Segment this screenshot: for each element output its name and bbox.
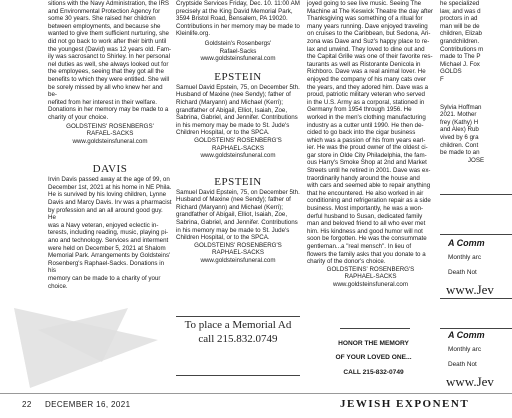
text-line: conditioning and refrigeration repair as a side xyxy=(307,197,431,205)
text-line: in his memory may be made to St. Jude's xyxy=(176,226,290,234)
text-line: and Alex) Rub xyxy=(440,126,479,134)
page-footer xyxy=(0,398,512,418)
text-line: some 30 years. She raised her children xyxy=(48,15,156,23)
text-line: charity of the donor's choice. xyxy=(307,258,386,266)
text-line: with cars and seemed able to repair anything xyxy=(307,182,431,190)
text-line: 3594 Bristol Road, Bensalem, PA 19020. xyxy=(176,15,288,23)
obituary-continuation-text xyxy=(48,0,172,122)
obituary-body-epstein-1 xyxy=(176,84,300,137)
text-line: Donations in her memory may be made to a xyxy=(48,106,169,114)
funeral-home-signature xyxy=(48,123,172,146)
text-line: Streets until he retired in 2001. Dave was ex- xyxy=(307,167,431,175)
text-line: www.goldsteinsfuneral.com xyxy=(200,55,276,63)
text-line: sitions with the Navy Administration, the IRS xyxy=(48,0,170,7)
text-line: zona was Dave and Suz's happy place to re- xyxy=(307,37,430,45)
memorial-ad-phone: call 215.832.0749 xyxy=(198,333,278,345)
text-line: www.goldsteinsfuneral.com xyxy=(200,152,276,160)
text-line: Goldstein's Rosenbergs' xyxy=(204,39,272,47)
text-line: grandfather of Abigail, Elliot, Isaiah, Zoe, xyxy=(176,106,288,114)
text-line: Richard (Maryann) and Michael (Kerri); xyxy=(176,203,283,211)
text-line: CALL 215-832-0749 xyxy=(343,368,404,376)
text-line: HONOR THE MEMORY xyxy=(338,339,409,347)
text-line: RAFAEL-SACKS xyxy=(86,130,134,138)
text-line: ous Harry's Smoke Shop at 2nd and Market xyxy=(307,159,427,167)
obituary-name-epstein-2: EPSTEIN xyxy=(214,175,262,188)
text-line: RAPHAEL-SACKS xyxy=(344,273,397,281)
issue-date: DECEMBER 16, 2021 xyxy=(44,400,131,409)
text-line: law, and was d xyxy=(440,7,481,15)
text-line: Sabrina, Gabriel, and Jennifer. Contributions xyxy=(176,219,298,227)
text-line: GOLDSTEINS' ROSENBERGS' xyxy=(66,122,154,130)
text-line: joyed going to see live music. Seeing The xyxy=(307,0,422,7)
text-line: Sabrina, Gabriel, and Jennifer. Contributions xyxy=(176,114,298,122)
funeral-home-signature xyxy=(176,242,300,265)
text-line: terests, including reading, music, playing pi- xyxy=(48,229,169,237)
ad-divider xyxy=(440,298,512,299)
text-line: Machine at The Keswick Theatre the day after xyxy=(307,7,433,15)
text-line: gar store in Olde City Philadelphia, the fam- xyxy=(307,151,427,159)
ad-body xyxy=(448,346,512,368)
memorial-ad-callout xyxy=(176,318,300,346)
funeral-home-signature: JOSE xyxy=(467,156,485,164)
ad-body xyxy=(448,254,512,276)
text-line: Irvin Davis passed away at the age of 99, on xyxy=(48,176,170,184)
text-line: which was a passion of his from years earl- xyxy=(307,136,426,144)
column-2 xyxy=(176,0,300,265)
text-line: benefits to which they were entitled. She will xyxy=(48,75,170,83)
text-line: ier. He was the proud owner of the oldest ci- xyxy=(307,144,428,152)
funeral-home-signature xyxy=(176,40,300,63)
text-line: Memorial Park. Arrangements by Goldsteins' xyxy=(48,252,171,260)
text-line: man and beloved friend to all who ever met xyxy=(307,220,426,228)
text-line: lax and unwind. They loved to dine out and xyxy=(307,45,425,53)
text-line: in his memory may be made to St. Jude's xyxy=(176,121,290,129)
text-line: be sorely missed by all who knew her and be- xyxy=(48,83,163,99)
text-line: Davis and Marcy Davis. Irv was a pharmacist xyxy=(48,199,172,207)
text-line: children, Elizab xyxy=(440,30,482,38)
text-line: enjoyed the company of his many cats over xyxy=(307,75,427,83)
text-line: derful husband to Susan, dedicated family xyxy=(307,212,423,220)
text-line: Kleinlife.org. xyxy=(176,30,211,38)
column-1 xyxy=(48,0,172,290)
text-line: Monthly arc xyxy=(448,346,482,354)
text-line: He is survived by his loving children, Lynne xyxy=(48,191,167,199)
text-line: he specialized xyxy=(440,0,480,7)
text-line: grandfather of Abigail, Elliot, Isaiah, Zoe, xyxy=(176,211,288,219)
text-line: that he encountered. He also worked in air xyxy=(307,189,424,197)
text-line: Husband of Maxine (nee Sendy); father of xyxy=(176,196,291,204)
text-line: Death Not xyxy=(448,268,477,276)
text-line: Sylvia Hoffman xyxy=(440,103,482,111)
column-4 xyxy=(440,0,512,164)
community-ad-2 xyxy=(440,330,512,389)
text-line: cided to go back into the cigar business xyxy=(307,129,416,137)
column-3 xyxy=(307,0,434,289)
text-line: the youngest (David) was 12 years old. Fam- xyxy=(48,45,172,53)
obituary-name-epstein-1: EPSTEIN xyxy=(214,70,262,83)
text-line: Contributions m xyxy=(440,45,484,53)
text-line: precisely at the King David Memorial Park, xyxy=(176,7,293,15)
text-line: the employees, seeing that they got all the xyxy=(48,68,164,76)
text-line: and Environmental Protection Agency for xyxy=(48,7,161,15)
text-line: be made to an xyxy=(440,149,480,157)
column-divider xyxy=(440,194,512,195)
text-line: did not go back to work after their birth until xyxy=(48,37,167,45)
text-line: memory can be made to a charity of your xyxy=(48,275,161,282)
text-line: nel duties as well, she always looked out for xyxy=(48,60,169,68)
text-line: wanted to give them sufficient nurturing, she xyxy=(48,30,169,38)
obituary-body-davis xyxy=(48,176,172,290)
text-line: www.goldsteinsfuneral.com xyxy=(200,257,276,265)
star-of-david-decoration xyxy=(8,300,158,392)
text-line: Monthly arc xyxy=(448,254,482,262)
text-line: business. Most importantly, he was a won- xyxy=(307,205,424,213)
text-line: Cryptside Services Friday, Dec. 10. 11:00 AM xyxy=(176,0,300,7)
text-line: many years running. Dave enjoyed traveling xyxy=(307,22,428,30)
obituary-body-epstein-2 xyxy=(176,189,300,242)
text-line: Richboro. Dave was a real animal lover. He xyxy=(307,68,426,76)
text-line: were held on December 5, 2021 at Shalom xyxy=(48,244,166,252)
honor-box-top-rule xyxy=(340,328,410,329)
text-line: Death Not xyxy=(448,360,477,368)
text-line: Children Hospital, or to the SPCA. xyxy=(176,129,270,137)
column-divider xyxy=(176,375,300,376)
column-divider xyxy=(176,316,300,317)
text-line: vived by 6 gra xyxy=(440,133,479,141)
text-line: ily was sacrosanct to Shirley. In her personal xyxy=(48,53,170,61)
page-number: 22 xyxy=(22,400,32,409)
text-line: by profession and an all around good guy. He xyxy=(48,206,163,222)
footer-page-info xyxy=(22,400,130,409)
text-line: in the U.S. Army as a corporal, stationed in xyxy=(307,98,425,106)
text-line: flowers the family asks that you donate to a xyxy=(307,250,426,258)
obituary-continuation-text xyxy=(176,0,300,38)
text-line: man will be de xyxy=(440,22,480,30)
obituary-body-hoffman xyxy=(440,104,512,157)
text-line: children. Cont xyxy=(440,141,479,149)
text-line: soon be forgotten. He was the consummate xyxy=(307,235,427,243)
text-line: Rafael-Sacks xyxy=(219,47,257,55)
text-line: taurants as well as Ristorante Denicola in xyxy=(307,60,421,68)
text-line: worked in the men's clothing manufacturing xyxy=(307,113,426,121)
publication-name: JEWISH EXPONENT xyxy=(340,398,470,410)
text-line: December 1st, 2021 at his home in NE Phila. xyxy=(48,183,172,191)
ad-divider xyxy=(440,234,512,235)
text-line: Thanksgiving was something of a ritual for xyxy=(307,15,423,23)
text-line: frey (Kathy) H xyxy=(440,118,479,126)
text-line: proud, patriotic military veteran who served xyxy=(307,91,425,99)
text-line: gentleman...a "real mensch". In lieu of xyxy=(307,243,412,250)
text-line: GOLDSTEINS' ROSENBERG'S xyxy=(194,136,282,144)
ad-title: A Comm xyxy=(448,238,485,248)
text-line: was a Navy veteran, enjoyed eclectic in- xyxy=(48,221,159,229)
text-line: Rosenberg's Raphael-Sacks. Donations in his xyxy=(48,259,165,275)
honor-memory-box xyxy=(310,333,437,383)
text-line: Michael J. Fox xyxy=(440,60,480,68)
text-line: proctors in ad xyxy=(440,15,478,23)
text-line: www.goldsteinsfuneral.com xyxy=(333,280,408,288)
text-line: F xyxy=(440,75,444,83)
text-line: nefited from her interest in their welfare. xyxy=(48,98,158,106)
text-line: Richard (Maryann) and Michael (Kerri); xyxy=(176,98,283,106)
text-line: made to The P xyxy=(440,53,481,61)
text-line: charity of your choice. xyxy=(48,113,109,121)
text-line: Contributions in her memory may be made to xyxy=(176,22,300,30)
obituary-name-davis: DAVIS xyxy=(92,163,128,176)
ad-divider xyxy=(440,328,512,329)
text-line: GOLDS xyxy=(440,68,462,76)
text-line: Children Hospital, or to the SPCA. xyxy=(176,234,270,242)
text-line: www.goldsteinsfuneral.com xyxy=(72,137,148,145)
footer-rule xyxy=(0,393,512,394)
text-line: GOLDSTEINS' ROSENBERG'S xyxy=(194,241,282,249)
memorial-ad-line-1: To place a Memorial Ad xyxy=(184,319,292,331)
community-ad-1 xyxy=(440,238,512,297)
text-line: choice. xyxy=(48,282,68,290)
obituary-continuation-text xyxy=(307,0,434,266)
funeral-home-signature xyxy=(176,137,300,160)
text-line: ano and technology. Services and interment xyxy=(48,237,169,245)
text-line: GOLDSTEINS' ROSENBERG'S xyxy=(326,265,415,273)
text-line: grandchildren. xyxy=(440,37,480,45)
ad-url: www.Jev xyxy=(446,374,494,390)
funeral-home-signature xyxy=(307,266,434,289)
text-line: him. His kindness and good humor will not xyxy=(307,227,423,235)
text-line: traordinarily handy around the house and xyxy=(307,174,420,182)
text-line: Husband of Maxine (nee Sendy); father of xyxy=(176,91,291,99)
obituary-continuation-text xyxy=(440,0,512,84)
ad-url: www.Jev xyxy=(446,282,494,298)
text-line: OF YOUR LOVED ONE... xyxy=(335,354,412,362)
text-line: Samuel David Epstein, 75, on December 5th. xyxy=(176,188,300,196)
text-line: RAPHAEL-SACKS xyxy=(212,144,264,152)
text-line: Germany from 1954 through 1956. He xyxy=(307,106,412,114)
text-line: Samuel David Epstein, 75, on December 5th. xyxy=(176,83,300,91)
ad-title: A Comm xyxy=(448,330,485,340)
text-line: RAPHAEL-SACKS xyxy=(212,249,264,257)
text-line: industry as a cutter until 1990. He then de- xyxy=(307,121,424,129)
text-line: the years, and they adored him. Dave was a xyxy=(307,83,429,91)
text-line: between employments, and because she xyxy=(48,22,161,30)
text-line: the Capital Grille was one of their favorite res- xyxy=(307,53,433,61)
text-line: on cruises to the Caribbean, but Sedona, Ari- xyxy=(307,30,431,38)
text-line: 2021. Mother xyxy=(440,111,477,119)
